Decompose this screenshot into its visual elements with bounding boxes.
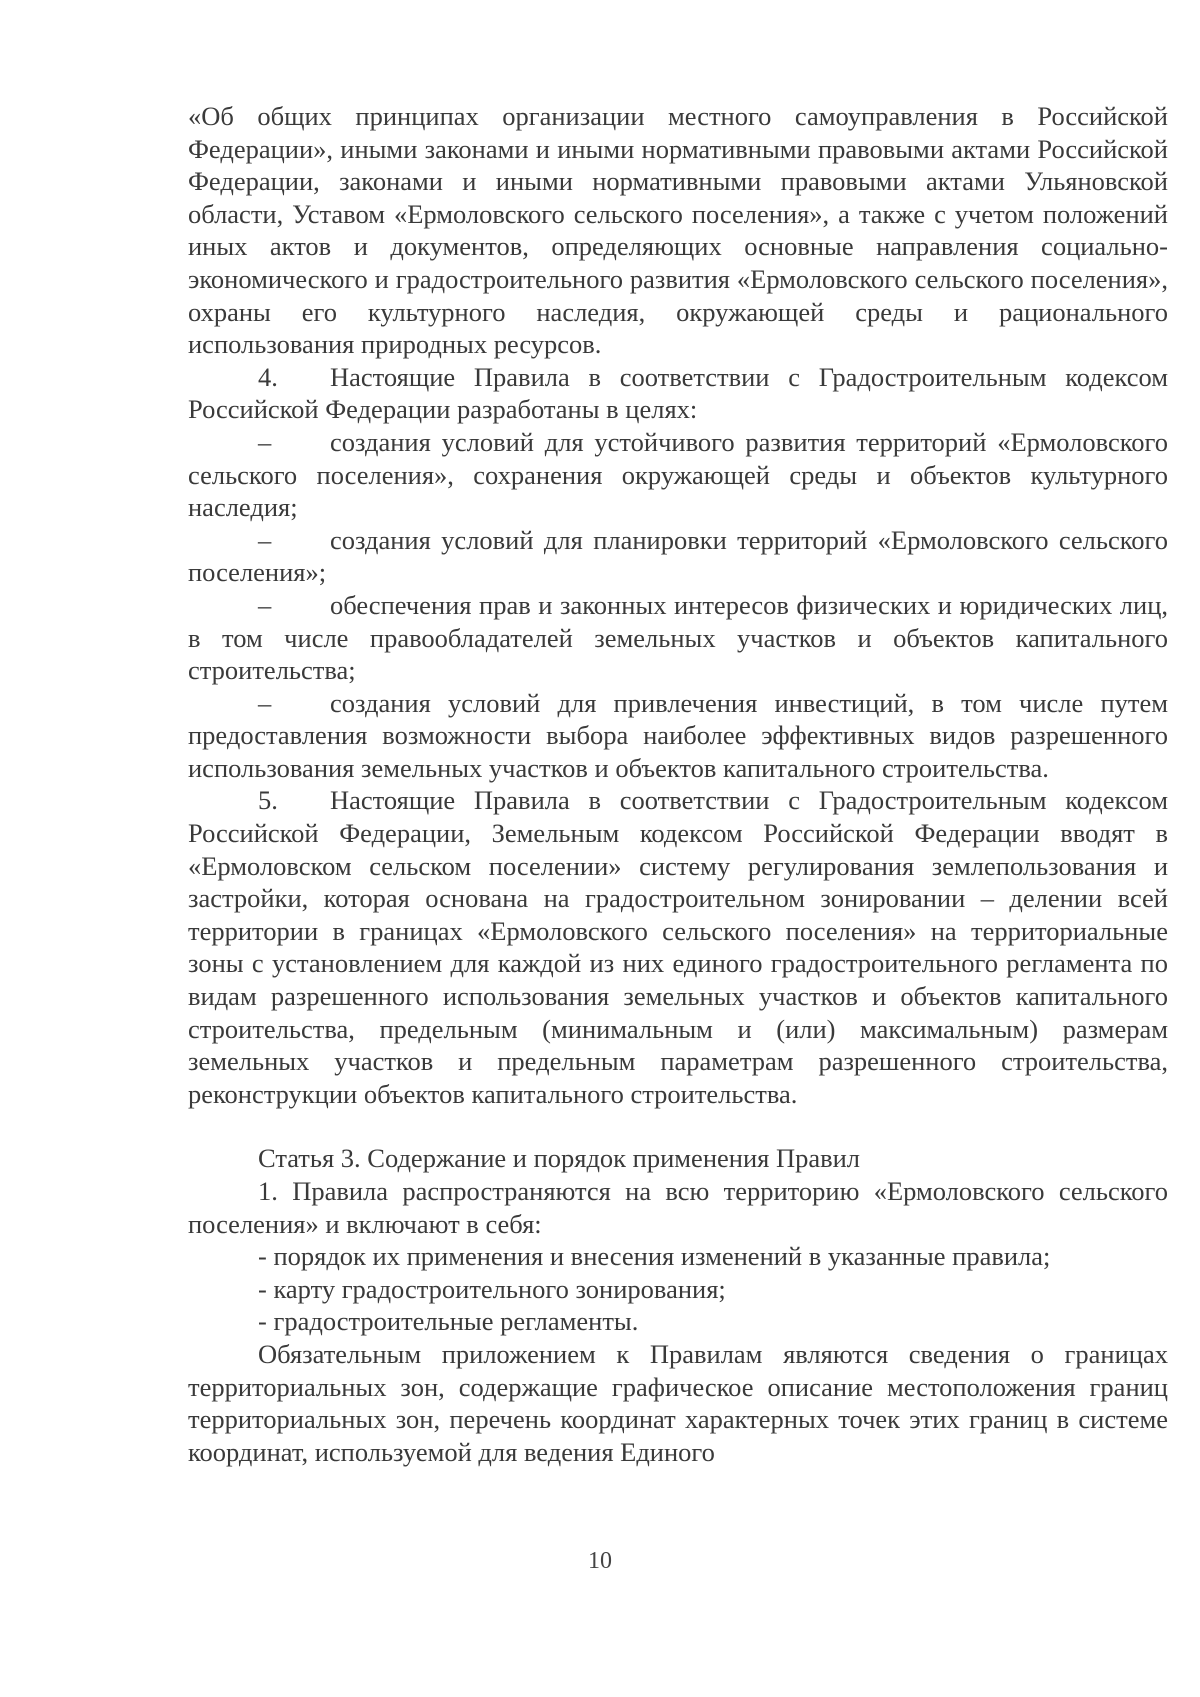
- goal-item: [188, 524, 1168, 589]
- goal-text: создания условий для планировки территорий «Ермоловского сельского поселения»;: [188, 524, 1168, 588]
- dash-marker: –: [258, 589, 272, 620]
- item-text: Настоящие Правила в соответствии с Градостроительным кодексом Российской Федерации разработаны в целях:: [188, 361, 1168, 425]
- section-spacer: [188, 1110, 1168, 1142]
- dash-marker: –: [258, 687, 272, 718]
- article-list-item: - градостроительные регламенты.: [258, 1306, 639, 1337]
- item-number: 4.: [258, 361, 278, 392]
- goal-item: [188, 426, 1168, 524]
- paragraph-intro: «Об общих принципах организации местного самоуправления в Российской Федерации», иными законами и иными нормативными правовыми актами Российской Федерации, законами и иными нормативными правовыми актами Ульяновской области, Уставом «Ермоловского сельского поселения», а также с учетом положений иных актов и документов, определяющих основные направления социально-экономического и градостроительного развития «Ермоловского сельского поселения», охраны его культурного наследия, окружающей среды и рационального использования природных ресурсов.: [188, 101, 1168, 360]
- article-heading: Статья 3. Содержание и порядок применения Правил: [258, 1143, 861, 1174]
- goal-text: создания условий для привлечения инвестиций, в том числе путем предоставления возможности выбора наиболее эффективных видов разрешенного использования земельных участков и объектов капитального строительства.: [188, 687, 1168, 783]
- article-list-item: - порядок их применения и внесения изменений в указанные правила;: [258, 1241, 1051, 1272]
- paragraph-item-5: [188, 784, 1168, 1110]
- article-paragraph-1: 1. Правила распространяются на всю территорию «Ермоловского сельского поселения» и включают в себя:: [188, 1176, 1168, 1239]
- item-text: Настоящие Правила в соответствии с Градостроительным кодексом Российской Федерации, Земельным кодексом Российской Федерации вводят в «Ермоловском сельском поселении» систему регулирования землепользования и застройки, которая основана на градостроительном зонировании – делении всей территории в границах «Ермоловского сельского поселения» на территориальные зоны с установлением для каждой из них единого градостроительного регламента по видам разрешенного использования земельных участков и объектов капитального строительства, предельным (минимальным и (или) максимальным) размерам земельных участков и предельным параметрам разрешенного строительства, реконструкции объектов капитального строительства.: [188, 785, 1168, 1109]
- dash-marker: –: [258, 524, 272, 555]
- item-number: 5.: [258, 785, 278, 816]
- page-number: 10: [588, 1548, 612, 1574]
- paragraph-item-4: [188, 361, 1168, 426]
- document-body: [188, 100, 1168, 1468]
- article-list-item: - карту градостроительного зонирования;: [258, 1273, 726, 1304]
- goal-item: [188, 589, 1168, 687]
- goal-item: [188, 687, 1168, 785]
- goal-text: обеспечения прав и законных интересов физических и юридических лиц, в том числе правообладателей земельных участков и объектов капитального строительства;: [188, 589, 1168, 686]
- dash-marker: –: [258, 426, 272, 457]
- article-paragraph-2: Обязательным приложением к Правилам являются сведения о границах территориальных зон, содержащие графическое описание местоположения границ территориальных зон, перечень координат характерных точек этих границ в системе координат, используемой для ведения Единого: [188, 1338, 1168, 1467]
- goal-text: создания условий для устойчивого развития территорий «Ермоловского сельского поселения», сохранения окружающей среды и объектов культурного наследия;: [188, 426, 1168, 523]
